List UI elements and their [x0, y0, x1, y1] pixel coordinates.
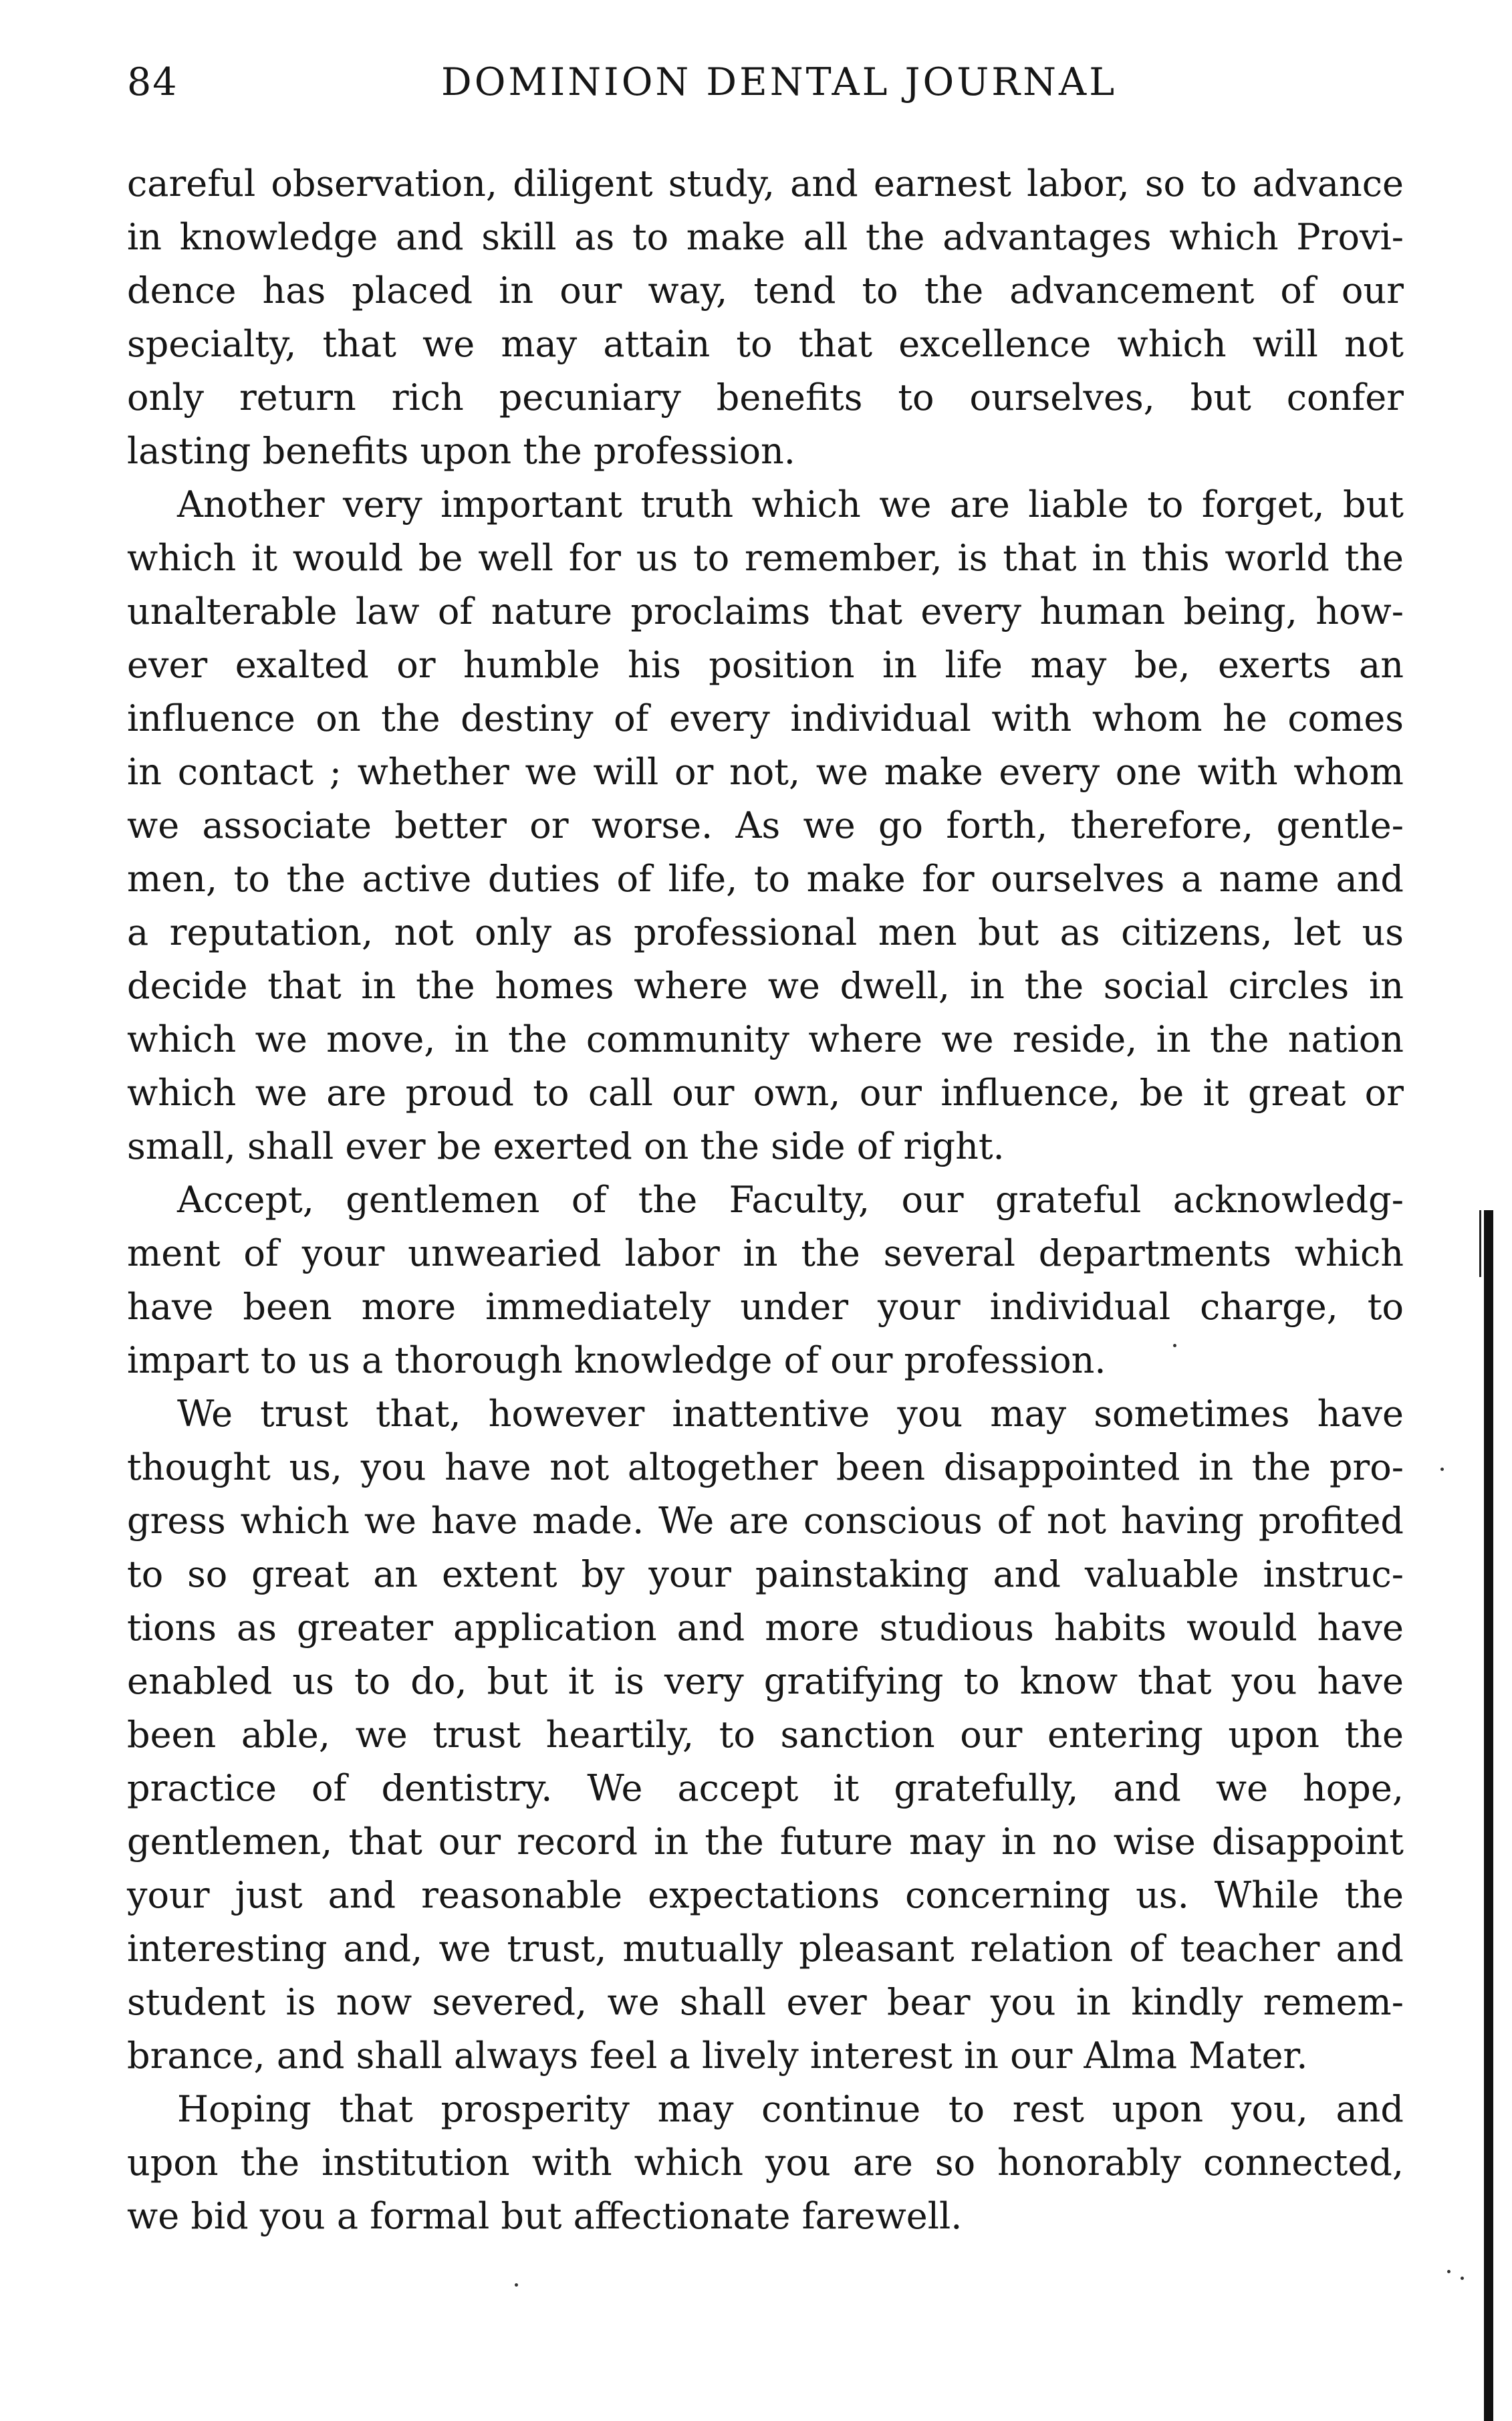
paragraph-first-line: We trust that, however inattentive you may sometimes have — [177, 1393, 1404, 1435]
text-line: which we move, in the community where we reside, in the nation — [127, 1018, 1404, 1060]
scan-speck — [1461, 2277, 1464, 2280]
text-line: we associate better or worse. As we go forth, therefore, gentle- — [127, 804, 1404, 846]
text-line: in knowledge and skill as to make all the advantages which Provi- — [127, 216, 1404, 258]
text-line: tions as greater application and more studious habits would have — [127, 1607, 1404, 1649]
scan-binding-edge — [1484, 1210, 1493, 2421]
text-line: dence has placed in our way, tend to the advancement of our — [127, 269, 1404, 312]
text-line: in contact ; whether we will or not, we make every one with whom — [127, 751, 1404, 793]
text-line: gress which we have made. We are conscious of not having profited — [127, 1500, 1404, 1542]
text-line: we bid you a formal but affectionate farewell. — [127, 2195, 963, 2237]
scan-speck — [1447, 2270, 1451, 2273]
text-line: gentlemen, that our record in the future may in no wise disappoint — [127, 1821, 1404, 1863]
scan-speck — [1440, 1468, 1444, 1471]
text-line: your just and reasonable expectations concerning us. While the — [127, 1874, 1404, 1916]
scan-speck — [515, 2283, 518, 2287]
text-line: ment of your unwearied labor in the several departments which — [127, 1232, 1404, 1274]
text-line: only return rich pecuniary benefits to ourselves, but confer — [127, 376, 1404, 419]
text-line: upon the institution with which you are so honorably connected, — [127, 2142, 1404, 2184]
text-line: interesting and, we trust, mutually pleasant relation of teacher and — [127, 1928, 1404, 1970]
article-body — [127, 157, 1404, 2243]
paragraph-first-line: Hoping that prosperity may continue to rest upon you, and — [177, 2088, 1404, 2130]
scan-speck — [1173, 1344, 1176, 1347]
text-line: practice of dentistry. We accept it gratefully, and we hope, — [127, 1767, 1404, 1809]
text-line: which it would be well for us to remember, is that in this world the — [127, 537, 1404, 579]
text-line: enabled us to do, but it is very gratifying to know that you have — [127, 1660, 1404, 1702]
text-line: men, to the active duties of life, to make for ourselves a name and — [127, 858, 1404, 900]
text-line: which we are proud to call our own, our influence, be it great or — [127, 1072, 1404, 1114]
text-line: specialty, that we may attain to that excellence which will not — [127, 323, 1404, 365]
text-line: lasting benefits upon the profession. — [127, 430, 795, 472]
text-line: decide that in the homes where we dwell, in the social circles in — [127, 965, 1404, 1007]
text-line: careful observation, diligent study, and earnest labor, so to advance — [127, 162, 1404, 205]
text-line: unalterable law of nature proclaims that every human being, how- — [127, 590, 1404, 632]
text-line: thought us, you have not altogether been disappointed in the pro- — [127, 1446, 1404, 1488]
paragraph-first-line: Another very important truth which we are liable to forget, but — [177, 483, 1404, 526]
text-line: been able, we trust heartily, to sanction our entering upon the — [127, 1714, 1404, 1756]
scan-margin-line — [1479, 1210, 1481, 1277]
paragraph-first-line: Accept, gentlemen of the Faculty, our grateful acknowledg- — [177, 1179, 1404, 1221]
text-line: influence on the destiny of every individual with whom he comes — [127, 697, 1404, 739]
text-line: ever exalted or humble his position in life may be, exerts an — [127, 644, 1404, 686]
text-line: small, shall ever be exerted on the side of right. — [127, 1125, 1005, 1167]
text-line: brance, and shall always feel a lively interest in our Alma Mater. — [127, 2035, 1308, 2077]
text-line: student is now severed, we shall ever bear you in kindly remem- — [127, 1981, 1404, 2023]
page-number: 84 — [127, 60, 178, 104]
text-line: impart to us a thorough knowledge of our profession. — [127, 1339, 1106, 1381]
text-line: have been more immediately under your individual charge, to — [127, 1286, 1404, 1328]
running-title: DOMINION DENTAL JOURNAL — [441, 60, 1118, 104]
text-line: a reputation, not only as professional men but as citizens, let us — [127, 911, 1404, 953]
text-line: to so great an extent by your painstaking and valuable instruc- — [127, 1553, 1404, 1595]
page-header — [127, 60, 1404, 114]
